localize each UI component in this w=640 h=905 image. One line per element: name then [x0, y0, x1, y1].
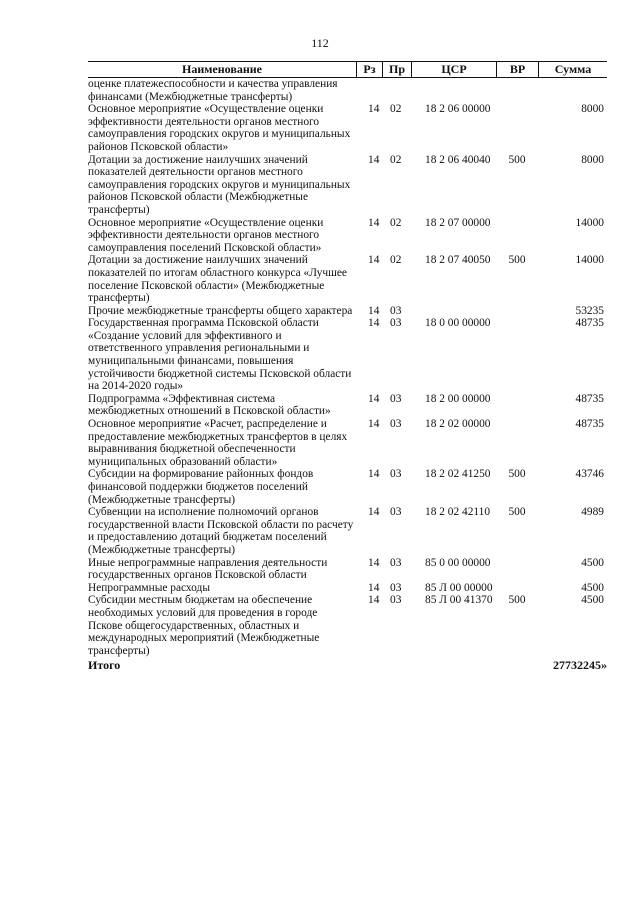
row-rz: 14	[368, 103, 380, 116]
table-row	[88, 393, 607, 418]
row-pr: 02	[390, 254, 402, 267]
table-row	[88, 254, 607, 304]
row-rz: 14	[368, 581, 380, 594]
row-csr: 18 0 00 00000	[425, 317, 491, 330]
row-sum: 4500	[581, 581, 604, 594]
row-vr	[496, 305, 538, 318]
row-pr: 03	[390, 317, 402, 330]
total-label: Итого	[88, 658, 121, 673]
row-name: Иные непрограммные направления деятельности государственных органов Псковской области	[88, 556, 328, 582]
row-vr: 500	[508, 594, 526, 607]
row-name: Субвенции на исполнение полномочий органов государственной власти Псковской области по расчету и предоставлению дотаций бюджетам поселений (Межбюджетные трансферты)	[88, 506, 354, 556]
header-vr: ВР	[496, 62, 538, 77]
row-name: Государственная программа Псковской области «Создание условий для эффективного и ответственного управления региональными и муниципальными финансами, повышения устойчивости бюджетной системы Псковской области на 2014-2020 годы»	[88, 317, 352, 393]
row-name: Прочие межбюджетные трансферты общего характера	[88, 304, 353, 317]
row-rz: 14	[368, 254, 380, 267]
row-csr: 18 2 07 40050	[425, 254, 491, 267]
row-rz: 14	[368, 216, 380, 229]
row-vr	[496, 103, 538, 153]
row-name: Основное мероприятие «Осуществление оценки эффективности деятельности органов местного самоуправления поселений Псковской области»	[88, 216, 324, 254]
table-row	[88, 305, 607, 318]
row-sum: 53235	[575, 304, 604, 317]
row-rz	[356, 78, 382, 103]
row-vr	[496, 418, 538, 468]
row-csr: 18 2 02 41250	[425, 468, 491, 481]
row-sum	[538, 78, 607, 103]
row-vr	[496, 582, 538, 595]
row-name: Субсидии на формирование районных фондов финансовой поддержки бюджетов поселений (Межбюджетные трансферты)	[88, 468, 314, 506]
table-row	[88, 217, 607, 255]
row-pr: 03	[390, 392, 402, 405]
row-pr: 02	[390, 216, 402, 229]
row-pr: 03	[390, 594, 402, 607]
row-sum: 4989	[581, 506, 604, 519]
table-row	[88, 468, 607, 506]
row-rz: 14	[368, 594, 380, 607]
row-vr	[496, 557, 538, 582]
row-vr	[496, 217, 538, 255]
table-body	[88, 78, 607, 657]
row-name: Дотации за достижение наилучших значений показателей по итогам областного конкурса «Лучшее поселение Псковской области» (Межбюджетные трансферты)	[88, 254, 347, 305]
row-pr: 03	[390, 304, 402, 317]
row-csr	[411, 78, 496, 103]
row-rz: 14	[368, 317, 380, 330]
row-sum: 8000	[581, 153, 604, 166]
row-sum: 14000	[575, 254, 604, 267]
table-row	[88, 557, 607, 582]
row-csr	[411, 305, 496, 318]
row-pr: 03	[390, 556, 402, 569]
row-sum: 14000	[575, 216, 604, 229]
row-rz: 14	[368, 506, 380, 519]
row-vr	[496, 393, 538, 418]
row-pr: 02	[390, 103, 402, 116]
row-name: оценке платежеспособности и качества управления финансами (Межбюджетные трансферты)	[88, 78, 338, 103]
row-vr	[496, 78, 538, 103]
row-csr: 18 2 06 40040	[425, 153, 491, 166]
header-sum: Сумма	[538, 62, 607, 77]
row-sum: 4500	[581, 556, 604, 569]
header-pr: Пр	[382, 62, 411, 77]
table-header	[88, 61, 607, 78]
row-vr: 500	[508, 254, 526, 267]
table-row	[88, 418, 607, 468]
row-name: Основное мероприятие «Расчет, распределение и предоставление межбюджетных трансфертов в целях выравнивания бюджетной обеспеченности муниципальных образований области»	[88, 418, 348, 468]
row-pr: 03	[390, 506, 402, 519]
total-row	[88, 659, 607, 672]
budget-table	[88, 61, 607, 672]
row-vr: 500	[508, 153, 526, 166]
table-row	[88, 594, 607, 657]
header-name: Наименование	[182, 62, 262, 76]
table-row	[88, 78, 607, 103]
row-pr: 02	[390, 153, 402, 166]
row-name: Субсидии местным бюджетам на обеспечение необходимых условий для проведения в городе Пскове общегосударственных, областных и международных мероприятий (Межбюджетные трансферты)	[88, 594, 320, 657]
row-csr: 18 2 06 00000	[425, 103, 491, 116]
row-rz: 14	[368, 468, 380, 481]
row-pr: 03	[390, 468, 402, 481]
row-sum: 48735	[575, 392, 604, 405]
row-csr: 18 2 02 42110	[425, 506, 491, 519]
row-csr: 85 0 00 00000	[425, 556, 491, 569]
row-csr: 18 2 00 00000	[425, 392, 491, 405]
row-rz: 14	[368, 392, 380, 405]
row-rz: 14	[368, 556, 380, 569]
row-name: Дотации за достижение наилучших значений показателей деятельности органов местного самоуправления городских округов и муниципальных районов Псковской области (Межбюджетные трансферты)	[88, 153, 351, 216]
row-sum: 48735	[575, 418, 604, 431]
row-rz: 14	[368, 418, 380, 431]
row-name: Непрограммные расходы	[88, 581, 210, 594]
table-row	[88, 103, 607, 153]
row-pr: 03	[390, 418, 402, 431]
row-vr: 500	[508, 506, 526, 519]
row-csr: 18 2 02 00000	[425, 418, 491, 431]
row-vr: 500	[508, 468, 526, 481]
row-sum: 4500	[581, 594, 604, 607]
row-name: Подпрограмма «Эффективная система межбюджетных отношений в Псковской области»	[88, 392, 331, 418]
row-csr: 85 Л 00 41370	[425, 594, 493, 607]
row-sum: 48735	[575, 317, 604, 330]
table-row	[88, 154, 607, 217]
row-pr	[382, 78, 411, 103]
row-csr: 18 2 07 00000	[425, 216, 491, 229]
row-vr	[496, 317, 538, 393]
page-number: 112	[311, 36, 329, 50]
row-csr: 85 Л 00 00000	[425, 581, 493, 594]
row-pr: 03	[390, 581, 402, 594]
table-row	[88, 317, 607, 393]
table-row	[88, 506, 607, 556]
row-sum: 43746	[575, 468, 604, 481]
row-sum: 8000	[581, 103, 604, 116]
header-rz: Рз	[356, 62, 382, 77]
total-sum: 27732245»	[553, 658, 607, 673]
row-rz: 14	[368, 153, 380, 166]
table-row	[88, 582, 607, 595]
row-rz: 14	[368, 304, 380, 317]
row-name: Основное мероприятие «Осуществление оценки эффективности деятельности органов местного самоуправления городских округов и муниципальных районов Псковской области»	[88, 103, 351, 153]
header-csr: ЦСР	[411, 62, 496, 77]
